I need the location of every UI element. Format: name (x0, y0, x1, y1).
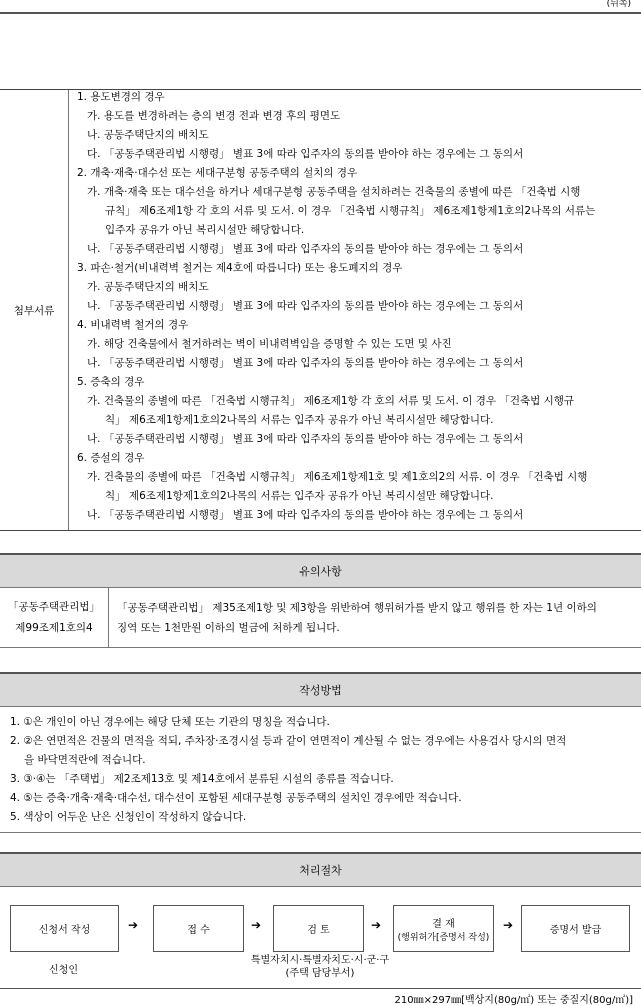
step-sublabel: (행위허가[증명서 작성) (397, 932, 490, 943)
paper-spec: 210㎜×297㎜[백상지(80g/㎡) 또는 중질지(80g/㎡)] (394, 995, 633, 1006)
attachment-item: 입주자 공유가 아닌 복리시설만 해당합니다. (105, 224, 305, 236)
law-article: 제99조제1호의4 (15, 621, 93, 634)
step-label: 결 재 (432, 918, 455, 930)
method-item: 2. ②은 연면적은 건물의 면적을 적되, 주차장·조경시설 등과 같이 연면적이 계산될 수 없는 경우에는 사용검사 당시의 면적 (10, 735, 567, 747)
arrow-icon: ➔ (251, 918, 262, 932)
attachment-item: 나. 「공동주택관리법 시행령」 별표 3에 따라 입주자의 동의를 받아야 하는 경우에는 그 동의서 (87, 509, 524, 521)
attachment-item: 칙」 제6조제1항제1호의2나목의 서류는 입주자 공유가 아닌 복리시설만 해당합니다. (105, 414, 494, 426)
attachment-item: 3. 파손·철거(비내력벽 철거는 제4호에 따릅니다) 또는 용도폐지의 경우 (77, 262, 403, 274)
top-divider (0, 12, 641, 14)
method-header: 작성방법 (0, 672, 641, 707)
notes-law-reference (0, 588, 109, 647)
attachment-item: 나. 「공동주택관리법 시행령」 별표 3에 따라 입주자의 동의를 받아야 하는 경우에는 그 동의서 (87, 357, 524, 369)
attachment-item: 규칙」 제6조제1항 각 호의 서류 및 도서. 이 경우 「건축법 시행규칙」 제6조제1항제1호의2나목의 서류는 (105, 205, 596, 217)
attachment-item: 5. 증축의 경우 (77, 376, 145, 388)
notes-header: 유의사항 (0, 553, 641, 588)
attachment-item: 가. 용도를 변경하려는 층의 변경 전과 변경 후의 평면도 (87, 110, 341, 122)
attachments-label: 첨부서류 (0, 90, 69, 530)
step-issuance (521, 905, 630, 952)
attachment-item: 가. 건축물의 종별에 따른 「건축법 시행규칙」 제6조제1항 각 호의 서류 및 도서. 이 경우 「건축법 시행규 (87, 395, 575, 407)
attachments-table (0, 89, 641, 531)
authority-name: 특별자치시·특별자치도·시·군·구 (250, 955, 390, 966)
step-receipt (153, 905, 244, 952)
arrow-icon: ➔ (503, 918, 514, 932)
notes-desc-line: 「공동주택관리법」 제35조제1항 및 제3항을 위반하여 행위허가를 받지 않고 행위를 한 자는 1년 이하의 (117, 602, 597, 614)
law-name: 「공동주택관리법」 (7, 600, 100, 613)
step-label: 신청서 작성 (38, 925, 91, 936)
step-application (10, 905, 119, 952)
step-label: 증명서 발급 (549, 925, 602, 936)
process-header: 처리절차 (0, 852, 641, 887)
step-label: 검 토 (307, 925, 330, 936)
method-item: 3. ③·④는 「주택법」 제2조제13호 및 제14호에서 분류된 시설의 종류를 적습니다. (10, 773, 394, 785)
attachment-item: 가. 공동주택단지의 배치도 (87, 281, 209, 293)
method-item: 5. 색상이 어두운 난은 신청인이 작성하지 않습니다. (10, 811, 247, 823)
method-item: 을 바닥면적란에 적습니다. (24, 754, 146, 766)
applicant-label: 신청인 (49, 965, 78, 976)
step-review (273, 905, 364, 952)
arrow-icon: ➔ (371, 918, 382, 932)
attachment-item: 나. 「공동주택관리법 시행령」 별표 3에 따라 입주자의 동의를 받아야 하는 경우에는 그 동의서 (87, 433, 524, 445)
authority-department: (주택 담당부서) (285, 968, 355, 979)
attachment-item: 4. 비내력벽 철거의 경우 (77, 319, 189, 331)
method-bottom-divider (0, 832, 641, 833)
bottom-divider (0, 988, 641, 989)
attachment-item: 나. 「공동주택관리법 시행령」 별표 3에 따라 입주자의 동의를 받아야 하는 경우에는 그 동의서 (87, 300, 524, 312)
attachment-item: 6. 증설의 경우 (77, 452, 145, 464)
arrow-icon: ➔ (128, 918, 139, 932)
notes-table (0, 588, 641, 648)
attachment-item: 나. 공동주택단지의 배치도 (87, 129, 209, 141)
attachment-item: 가. 개축·재축 또는 대수선을 하거나 세대구분형 공동주택을 설치하려는 건축물의 종별에 따른 「건축법 시행 (87, 186, 581, 198)
attachment-item: 가. 건축물의 종별에 따른 「건축법 시행규칙」 제6조제1항제1호 및 제1호의2의 서류. 이 경우 「건축법 시행 (87, 471, 588, 483)
attachment-item: 2. 개축·재축·대수선 또는 세대구분형 공동주택의 설치의 경우 (77, 167, 358, 179)
notes-description (117, 598, 633, 638)
authority-label (200, 954, 440, 980)
method-item: 1. ①은 개인이 아닌 경우에는 해당 단체 또는 기관의 명칭을 적습니다. (10, 716, 330, 728)
attachment-item: 나. 「공동주택관리법 시행령」 별표 3에 따라 입주자의 동의를 받아야 하는 경우에는 그 동의서 (87, 243, 524, 255)
attachment-item: 가. 해당 건축물에서 철거하려는 벽이 비내력벽임을 증명할 수 있는 도면 및 사진 (87, 338, 452, 350)
page-marker: (뒤쪽) (606, 0, 631, 9)
notes-desc-line: 징역 또는 1천만원 이하의 벌금에 처하게 됩니다. (117, 622, 340, 634)
method-item: 4. ⑤는 증축·개축·재축·대수선, 대수선이 포함된 세대구분형 공동주택의 설치인 경우에만 적습니다. (10, 792, 462, 804)
step-label: 접 수 (187, 925, 210, 936)
step-approval (393, 905, 494, 952)
attachment-item: 칙」 제6조제1항제1호의2나목의 서류는 입주자 공유가 아닌 복리시설만 해당합니다. (105, 490, 494, 502)
attachment-item: 1. 용도변경의 경우 (77, 91, 165, 103)
attachment-item: 다. 「공동주택관리법 시행령」 별표 3에 따라 입주자의 동의를 받아야 하는 경우에는 그 동의서 (87, 148, 524, 160)
